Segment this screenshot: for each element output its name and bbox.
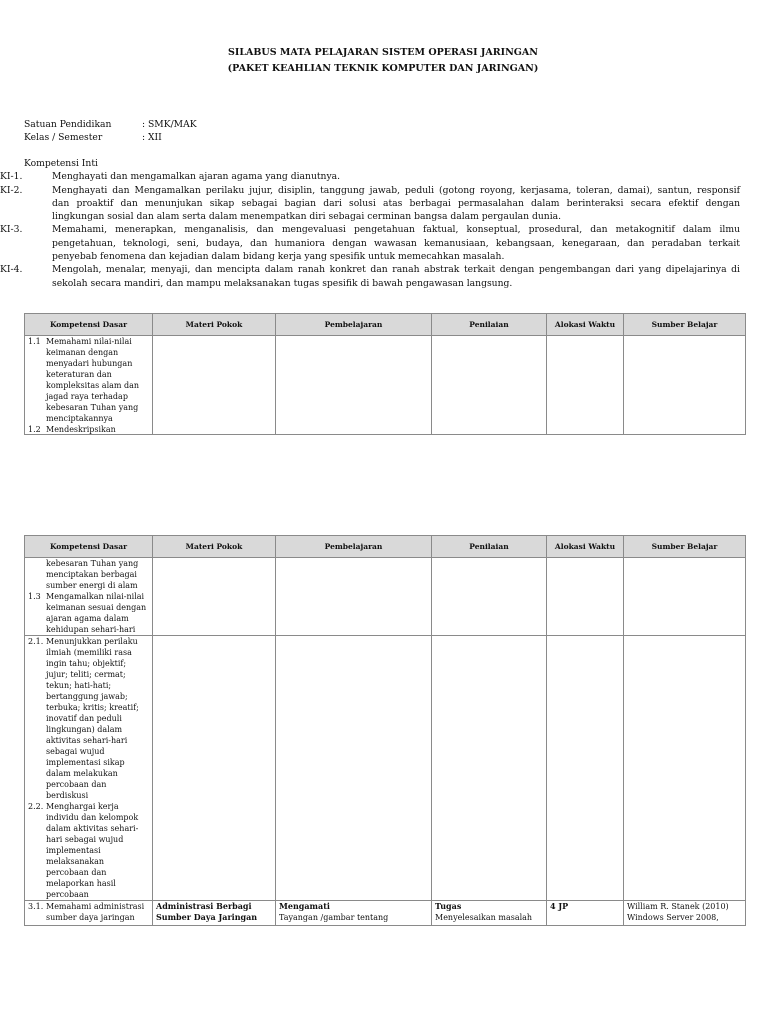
header-penilaian: Penilaian <box>432 536 547 558</box>
cell-penilaian <box>432 901 547 926</box>
ki-text-line: Menghayati dan mengamalkan ajaran agama yang dianutnya. <box>52 171 341 183</box>
ki-3-item <box>0 223 740 263</box>
ki-1-item <box>0 170 740 183</box>
cell-penilaian <box>432 336 547 435</box>
materi-pokok-text: Administrasi Berbagi Sumber Daya Jaringan <box>156 901 258 922</box>
header-alokasi-waktu: Alokasi Waktu <box>547 536 624 558</box>
cell-materi-pokok <box>153 336 276 435</box>
ki-4-item <box>0 263 740 290</box>
kd-item <box>25 901 152 923</box>
cell-kompetensi-dasar <box>25 336 153 435</box>
penilaian-heading: Tugas <box>435 901 462 911</box>
kd-text: Memahami nilai-nilai keimanan dengan menyadari hubungan keteraturan dan kompleksitas alam dan jagad raya terhadap kebesaran Tuhan yang menciptakannya <box>46 337 140 423</box>
cell-alokasi-waktu <box>547 336 624 435</box>
header-pembelajaran: Pembelajaran <box>276 314 432 336</box>
kd-text: Memahami administrasi sumber daya jaringan <box>46 902 145 922</box>
cell-alokasi-waktu <box>547 901 624 926</box>
sumber-belajar-text: William R. Stanek (2010) Windows Server 2008, <box>627 902 729 922</box>
kompetensi-inti-section <box>0 157 740 290</box>
kd-number: 1.3 <box>28 592 41 601</box>
cell-sumber-belajar <box>624 336 746 435</box>
kd-text: Menghargai kerja individu dan kelompok dalam aktivitas sehari- hari sebagai wujud implementasi melaksanakan percobaan dan melaporkan hasil percobaan <box>46 802 139 899</box>
ki-label: KI-4. <box>0 264 23 276</box>
header-sumber-belajar: Sumber Belajar <box>624 314 746 336</box>
pembelajaran-text: Tayangan /gambar tentang <box>279 913 389 922</box>
kd-number: 1.1 <box>28 337 41 346</box>
cell-pembelajaran <box>276 558 432 636</box>
ki-label: KI-2. <box>0 184 23 196</box>
cell-pembelajaran <box>276 636 432 901</box>
header-materi-pokok: Materi Pokok <box>153 536 276 558</box>
cell-kompetensi-dasar <box>25 558 153 636</box>
header-alokasi-waktu: Alokasi Waktu <box>547 314 624 336</box>
info-row-kelas-semester <box>24 131 324 144</box>
penilaian-text: Menyelesaikan masalah <box>435 913 533 922</box>
ki-text-line: Menghayati dan Mengamalkan perilaku jujur, disiplin, tanggung jawab, peduli (gotong royong, kerjasama, toleran, damai), santun, responsif <box>52 184 740 196</box>
kd-number: 2.2. <box>28 802 44 811</box>
kd-number: 3.1. <box>28 902 44 911</box>
info-value: : SMK/MAK <box>142 119 197 130</box>
document-title <box>0 45 766 77</box>
header-kompetensi-dasar: Kompetensi Dasar <box>25 536 153 558</box>
header-materi-pokok: Materi Pokok <box>153 314 276 336</box>
ki-text-line: dan proaktif dan menunjukan sikap sebagai bagian dari solusi atas berbagai permasalahan dalam berinteraksi secara efektif dengan <box>52 197 740 209</box>
cell-alokasi-waktu <box>547 636 624 901</box>
kd-item <box>25 558 152 591</box>
info-value: : XII <box>142 132 162 144</box>
kd-text: kebesaran Tuhan yang menciptakan berbagai sumber energi di alam <box>46 559 139 590</box>
info-row-satuan-pendidikan <box>24 118 324 131</box>
ki-text-line: lingkungan sosial dan alam serta dalam menempatkan diri sebagai cerminan bangsa dalam pergaulan dunia. <box>52 211 562 223</box>
cell-materi-pokok <box>153 901 276 926</box>
ki-text-line: penyebab fenomena dan kejadian dalam bidang kerja yang spesifik untuk memecahkan masalah. <box>52 251 505 263</box>
info-label: Satuan Pendidikan <box>24 119 112 130</box>
ki-label: KI-1. <box>0 171 23 183</box>
kd-item <box>25 424 152 435</box>
title-line-2: (PAKET KEAHLIAN TEKNIK KOMPUTER DAN JARINGAN) <box>227 63 539 74</box>
kd-item <box>25 336 152 424</box>
ki-text-line: sekolah secara mandiri, dan mampu melaksanakan tugas spesifik di bawah pengawasan langsung. <box>52 277 513 289</box>
header-pembelajaran: Pembelajaran <box>276 536 432 558</box>
header-penilaian: Penilaian <box>432 314 547 336</box>
alokasi-waktu-text: 4 JP <box>550 901 569 911</box>
cell-alokasi-waktu <box>547 558 624 636</box>
cell-pembelajaran <box>276 336 432 435</box>
kd-number: 1.2 <box>28 425 41 434</box>
kd-text: Menunjukkan perilaku ilmiah (memiliki rasa ingin tahu; objektif; jujur; teliti; cermat; tekun; hati-hati; bertanggung jawab; terbuka; kritis; kreatif; inovatif dan peduli lingkungan) dalam aktivitas sehari-hari sebagai wujud implementasi sikap dalam melakukan percobaan dan berdiskusi <box>46 637 139 800</box>
cell-kompetensi-dasar <box>25 901 153 926</box>
ki-text-line: Mengolah, menalar, menyaji, dan mencipta dalam ranah konkret dan ranah abstrak terkait dengan pengembangan dari yang dipelajarinya di <box>52 264 740 276</box>
header-sumber-belajar: Sumber Belajar <box>624 536 746 558</box>
kd-item <box>25 636 152 801</box>
kd-text: Mengamalkan nilai-nilai keimanan sesuai dengan ajaran agama dalam kehidupan sehari-hari <box>46 592 147 634</box>
kd-item <box>25 591 152 635</box>
kd-text: Mendeskripsikan <box>46 425 116 434</box>
kd-number: 2.1. <box>28 637 44 646</box>
kompetensi-inti-heading: Kompetensi Inti <box>24 158 98 169</box>
cell-sumber-belajar <box>624 636 746 901</box>
ki-label: KI-3. <box>0 224 23 236</box>
cell-materi-pokok <box>153 558 276 636</box>
syllabus-table-2 <box>24 535 746 926</box>
header-kompetensi-dasar: Kompetensi Dasar <box>25 314 153 336</box>
ki-text-line: pengetahuan, teknologi, seni, budaya, dan humaniora dengan wawasan kemanusiaan, kebangsaan, kenegaraan, dan peradaban terkait <box>52 237 740 249</box>
ki-text-line: Memahami, menerapkan, menganalisis, dan mengevaluasi pengetahuan faktual, konseptual, prosedural, dan metakognitif dalam ilmu <box>52 224 740 236</box>
pembelajaran-heading: Mengamati <box>279 901 330 911</box>
identity-info <box>24 118 324 145</box>
cell-kompetensi-dasar <box>25 636 153 901</box>
cell-sumber-belajar <box>624 901 746 926</box>
cell-pembelajaran <box>276 901 432 926</box>
kd-item <box>25 801 152 900</box>
info-label: Kelas / Semester <box>24 132 103 144</box>
cell-sumber-belajar <box>624 558 746 636</box>
title-line-1: SILABUS MATA PELAJARAN SISTEM OPERASI JARINGAN <box>228 47 538 58</box>
ki-2-item <box>0 184 740 224</box>
syllabus-table-1 <box>24 313 746 435</box>
cell-materi-pokok <box>153 636 276 901</box>
cell-penilaian <box>432 636 547 901</box>
cell-penilaian <box>432 558 547 636</box>
